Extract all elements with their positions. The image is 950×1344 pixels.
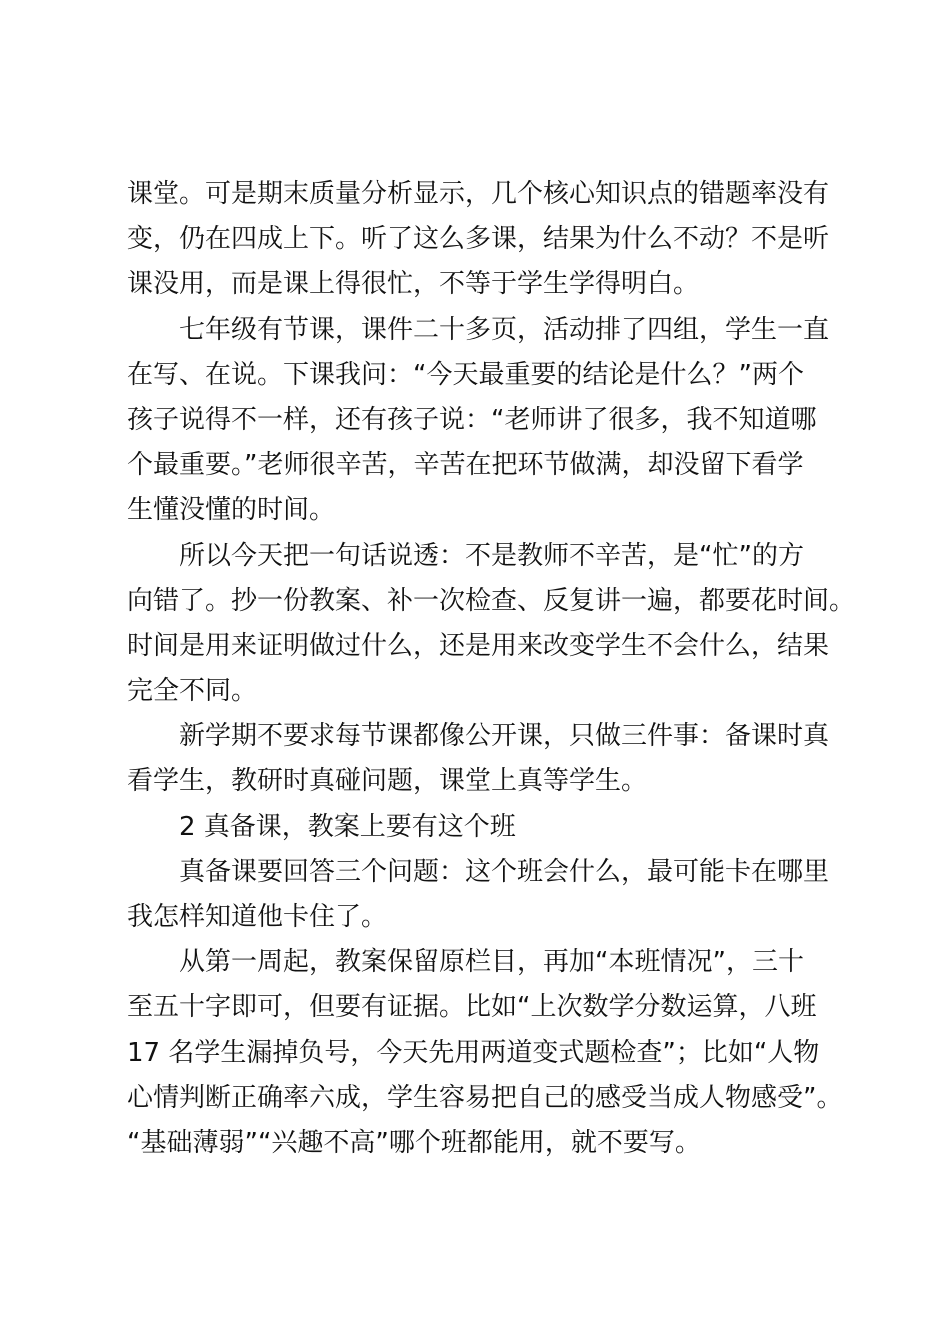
text-line: 所以今天把一句话说透：不是教师不辛苦，是“忙”的方 bbox=[179, 540, 804, 571]
text-line: 完全不同。 bbox=[127, 676, 258, 707]
body-text bbox=[127, 172, 856, 1166]
text-line: 从第一周起，教案保留原栏目，再加“本班情况”，三十 bbox=[179, 947, 804, 978]
text-line: 孩子说得不一样，还有孩子说：“老师讲了很多，我不知道哪 bbox=[127, 404, 817, 435]
text-line: 真备课要回答三个问题：这个班会什么，最可能卡在哪里 bbox=[179, 856, 830, 887]
text-line: 课堂。可是期末质量分析显示，几个核心知识点的错题率没有 bbox=[127, 179, 830, 209]
text-line: 生懂没懂的时间。 bbox=[127, 495, 336, 526]
text-line: 我怎样知道他卡住了。 bbox=[127, 902, 388, 932]
text-line: 变，仍在四成上下。听了这么多课，结果为什么不动？不是听 bbox=[127, 224, 830, 255]
section-heading: 2 真备课，教案上要有这个班 bbox=[179, 811, 516, 842]
text-line: 七年级有节课，课件二十多页，活动排了四组，学生一直 bbox=[179, 314, 830, 345]
text-line: 在写、在说。下课我问：“今天最重要的结论是什么？”两个 bbox=[127, 359, 804, 390]
text-line: 新学期不要求每节课都像公开课，只做三件事：备课时真 bbox=[179, 721, 830, 752]
text-line: “基础薄弱”“兴趣不高”哪个班都能用，就不要写。 bbox=[127, 1127, 701, 1158]
text-line: 心情判断正确率六成，学生容易把自己的感受当成人物感受”。 bbox=[127, 1082, 843, 1113]
text-line: 17 名学生漏掉负号，今天先用两道变式题检查”；比如“人物 bbox=[127, 1037, 820, 1068]
text-line: 时间是用来证明做过什么，还是用来改变学生不会什么，结果 bbox=[127, 630, 830, 661]
text-line: 至五十字即可，但要有证据。比如“上次数学分数运算，八班 bbox=[127, 992, 817, 1023]
text-line: 向错了。抄一份教案、补一次检查、反复讲一遍，都要花时间。 bbox=[127, 585, 856, 616]
text-line: 看学生，教研时真碰问题，课堂上真等学生。 bbox=[127, 766, 648, 797]
text-line: 课没用，而是课上得很忙，不等于学生学得明白。 bbox=[127, 269, 700, 300]
text-line: 个最重要。”老师很辛苦，辛苦在把环节做满，却没留下看学 bbox=[127, 450, 804, 481]
